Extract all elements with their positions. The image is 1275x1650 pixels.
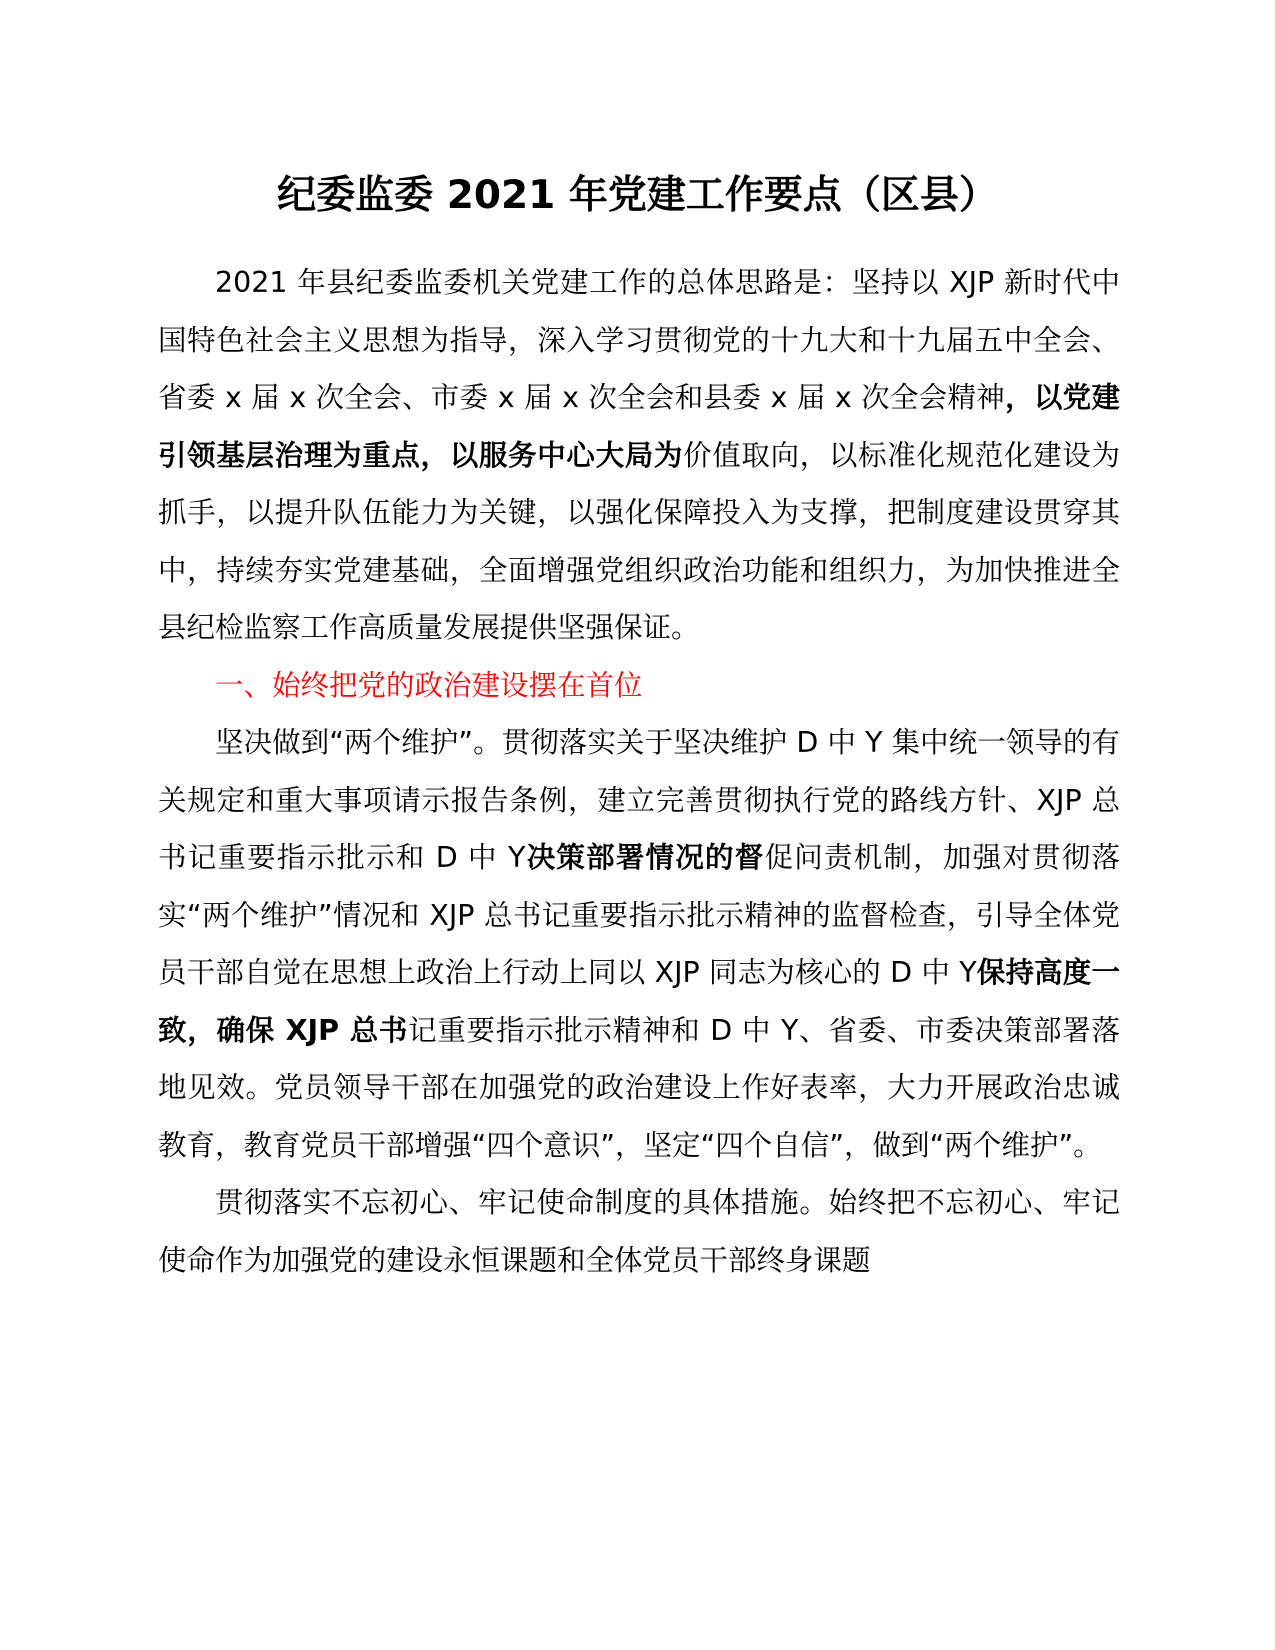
paragraph-intro [158, 254, 1120, 657]
paragraph-two-safeguards-bold: 决策部署情况的督 [525, 841, 765, 874]
document-title: 纪委监委 2021 年党建工作要点（区县） [277, 173, 998, 218]
paragraph-intro-bold: ，以党建引领基层治理为重点，以服务中心大局为 [158, 381, 1120, 472]
paragraph-two-safeguards-text-3: 记重要指示批示精神和 D 中 Y、省委、市委决策部署落地见效。党员领导干部在加强党的政治建设上作好表率，大力开展政治忠诚教育，教育党员干部增强“四个意识”，坚定“四个自信”，做到“两个维护”。 [158, 1013, 1120, 1162]
document-body [158, 254, 1120, 1289]
paragraph-original-mission-text: 贯彻落实不忘初心、牢记使命制度的具体措施。始终把不忘初心、牢记使命作为加强党的建设永恒课题和全体党员干部终身课题 [158, 1186, 1120, 1277]
paragraph-two-safeguards [158, 714, 1120, 1174]
paragraph-two-safeguards-text-2: 促问责机制，加强对贯彻落实“两个维护”情况和 XJP 总书记重要指示批示精神的监督检查，引导全体党员干部自觉在思想上政治上行动上同以 XJP 同志为核心的 D 中 Y [158, 841, 1120, 989]
paragraph-two-safeguards-text: 坚决做到“两个维护”。贯彻落实关于坚决维护 D 中 Y 集中统一领导的有关规定和重大事项请示报告条例，建立完善贯彻执行党的路线方针、XJP 总书记重要指示批示和 D 中 Y [158, 726, 1120, 874]
paragraph-original-mission [158, 1174, 1120, 1289]
paragraph-intro-text: 2021 年县纪委监委机关党建工作的总体思路是：坚持以 XJP 新时代中国特色社会主义思想为指导，深入学习贯彻党的十九大和十九届五中全会、省委 x 届 x 次全会、市委 x 届 x 次全会和县委 x 届 x 次全会精神 [158, 266, 1120, 414]
paragraph-intro-text-2: 价值取向，以标准化规范化建设为抓手，以提升队伍能力为关键，以强化保障投入为支撑，把制度建设贯穿其中，持续夯实党建基础，全面增强党组织政治功能和组织力，为加快推进全县纪检监察工作高质量发展提供坚强保证。 [158, 438, 1120, 644]
paragraph-two-safeguards-bold-2: 保持高度一致，确保 XJP 总书 [158, 956, 1120, 1047]
section-heading-1: 一、始终把党的政治建设摆在首位 [215, 668, 643, 702]
